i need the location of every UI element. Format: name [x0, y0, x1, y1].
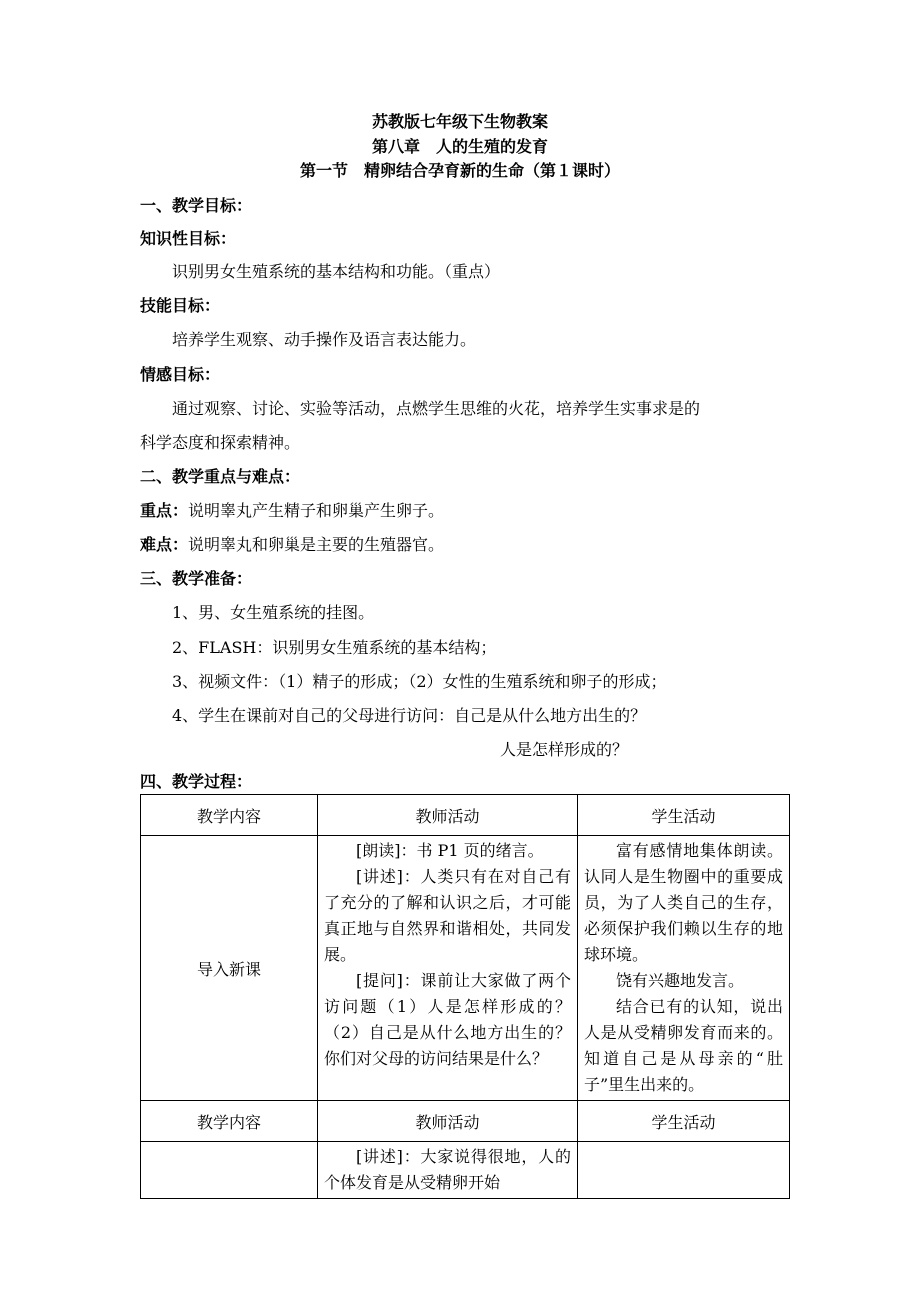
doc-title: 苏教版七年级下生物教案 — [371, 112, 548, 131]
column-header: 学生活动 — [578, 1101, 790, 1142]
prep-item: 3、视频文件：（1）精子的形成；（2）女性的生殖系统和卵子的形成； — [172, 672, 667, 691]
knowledge-goal-text: 识别男女生殖系统的基本结构和功能。（重点） — [172, 262, 501, 281]
section-title: 第一节 精卵结合孕育新的生命（第１课时） — [299, 161, 620, 180]
keypoints-heading: 二、教学重点与难点： — [140, 467, 301, 486]
emotion-goal-line1: 通过观察、讨论、实验等活动，点燃学生思维的火花，培养学生实事求是的 — [172, 399, 701, 418]
process-heading: 四、教学过程： — [140, 772, 253, 791]
focus-label: 重点： — [140, 501, 189, 520]
skill-goal-label: 技能目标： — [140, 296, 221, 315]
focus-text: 说明睾丸产生精子和卵巢产生卵子。 — [188, 501, 445, 520]
teacher-activity-paragraph: [讲述]：大家说得很地，人的个体发育是从受精卵开始 — [324, 1147, 571, 1192]
teacher-activity-cell — [318, 1142, 578, 1199]
difficulty-label: 难点： — [140, 535, 189, 554]
focus-line — [140, 501, 444, 521]
student-activity-cell — [578, 1142, 790, 1199]
knowledge-goal-label: 知识性目标： — [140, 229, 237, 248]
column-header: 教学内容 — [141, 1101, 318, 1142]
difficulty-line — [140, 535, 444, 555]
column-header: 教师活动 — [318, 1101, 578, 1142]
student-activity-paragraph: 富有感情地集体朗读。认同人是生物圈中的重要成员，为了人类自己的生存，必须保护我们赖以生存的地球环境。 — [584, 841, 783, 964]
teacher-activity-cell — [318, 836, 578, 1101]
prep-item-continuation: 人是怎样形成的？ — [500, 740, 629, 759]
table-header-row-repeat — [141, 1101, 790, 1142]
prep-item: 4、学生在课前对自己的父母进行访问：自己是从什么地方出生的？ — [172, 706, 647, 725]
goals-heading: 一、教学目标： — [140, 196, 253, 215]
prep-item: 1、男、女生殖系统的挂图。 — [172, 603, 375, 622]
process-table — [140, 794, 790, 1199]
chapter-title: 第八章 人的生殖的发育 — [371, 137, 548, 156]
preparation-heading: 三、教学准备： — [140, 569, 253, 588]
row-content-cell: 导入新课 — [141, 836, 318, 1101]
student-activity-paragraph: 结合已有的认知，说出人是从受精卵发育而来的。知道自己是从母亲的“肚子”里生出来的。 — [584, 997, 783, 1094]
teacher-activity-paragraph: [讲述]：人类只有在对自己有了充分的了解和认识之后，才可能真正地与自然界和谐相处，共同发展。 — [324, 867, 571, 964]
student-activity-paragraph: 饶有兴趣地发言。 — [616, 971, 745, 990]
prep-item: 2、FLASH：识别男女生殖系统的基本结构； — [172, 638, 497, 657]
column-header: 学生活动 — [578, 795, 790, 836]
teacher-activity-paragraph: [提问]：课前让大家做了两个访问题（1）人是怎样形成的？（2）自己是从什么地方出生的？你们对父母的访问结果是什么？ — [324, 971, 571, 1068]
difficulty-text: 说明睾丸和卵巢是主要的生殖器官。 — [188, 535, 445, 554]
table-header-row — [141, 795, 790, 836]
emotion-goal-label: 情感目标： — [140, 365, 221, 384]
teacher-activity-paragraph: [朗读]：书 P1 页的绪言。 — [356, 841, 544, 860]
student-activity-cell — [578, 836, 790, 1101]
row-content-cell — [141, 1142, 318, 1199]
column-header: 教学内容 — [141, 795, 318, 836]
table-row — [141, 836, 790, 1101]
column-header: 教师活动 — [318, 795, 578, 836]
skill-goal-text: 培养学生观察、动手操作及语言表达能力。 — [172, 330, 477, 349]
table-row — [141, 1142, 790, 1199]
emotion-goal-line2: 科学态度和探索精神。 — [140, 433, 301, 452]
